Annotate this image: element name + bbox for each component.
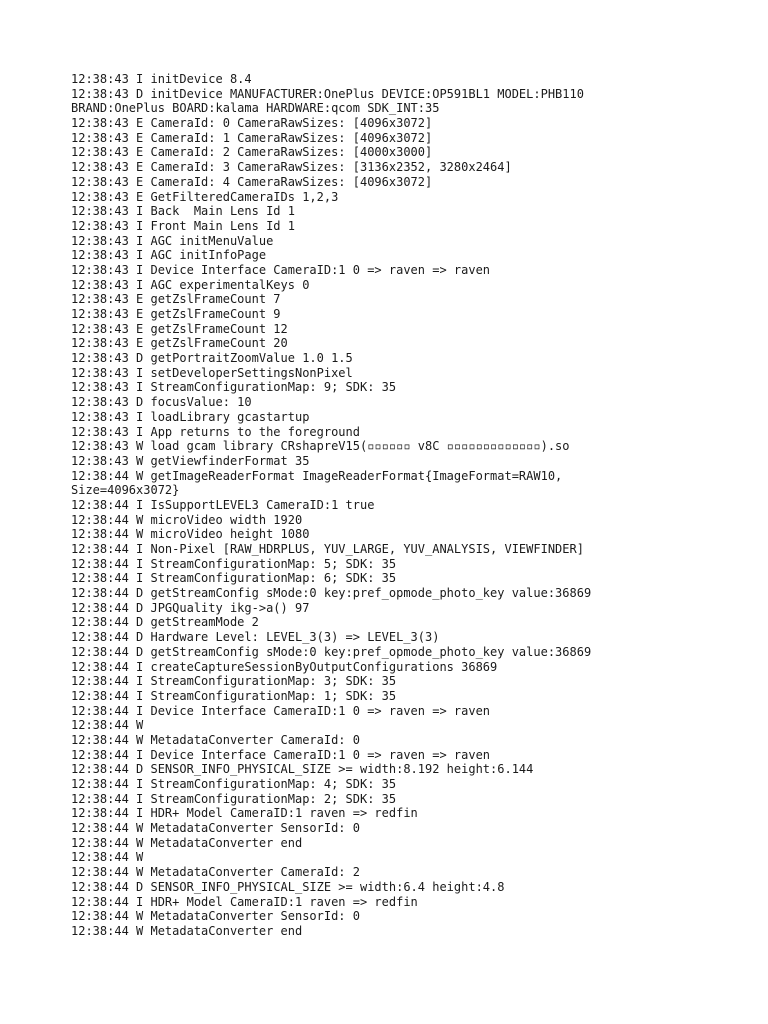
log-line: 12:38:43 D initDevice MANUFACTURER:OnePlus DEVICE:OP591BL1 MODEL:PHB110 (71, 86, 584, 101)
log-line: 12:38:43 E getZslFrameCount 7 (71, 292, 281, 307)
log-line: 12:38:44 D getStreamMode 2 (71, 615, 259, 630)
log-line: 12:38:43 E CameraId: 2 CameraRawSizes: [4000x3000] (71, 145, 433, 160)
log-line: 12:38:43 I Device Interface CameraID:1 0 => raven => raven (71, 262, 491, 277)
log-line: 12:38:44 I Device Interface CameraID:1 0 => raven => raven (71, 747, 491, 762)
log-line: 12:38:44 W (71, 718, 144, 733)
log-line: 12:38:43 I AGC initInfoPage (71, 248, 267, 263)
log-output (71, 72, 711, 939)
log-line: 12:38:44 W MetadataConverter CameraId: 0 (71, 732, 360, 747)
log-line: 12:38:44 I StreamConfigurationMap: 3; SDK: 35 (71, 674, 397, 689)
log-line: 12:38:43 I initDevice 8.4 (71, 72, 252, 86)
log-line: BRAND:OnePlus BOARD:kalama HARDWARE:qcom SDK_INT:35 (71, 101, 440, 116)
log-line: 12:38:44 I Non-Pixel [RAW_HDRPLUS, YUV_LARGE, YUV_ANALYSIS, VIEWFINDER] (71, 542, 584, 556)
log-line: 12:38:44 I StreamConfigurationMap: 2; SDK: 35 (71, 791, 397, 806)
log-line: 12:38:43 I Front Main Lens Id 1 (71, 218, 295, 233)
log-line: 12:38:43 I Back Main Lens Id 1 (71, 204, 295, 219)
log-line: 12:38:43 I AGC experimentalKeys 0 (71, 277, 310, 292)
log-line: 12:38:44 W microVideo width 1920 (71, 512, 303, 527)
log-line: 12:38:44 D SENSOR_INFO_PHYSICAL_SIZE >= width:8.192 height:6.144 (71, 762, 534, 777)
log-line: 12:38:44 W MetadataConverter SensorId: 0 (71, 821, 360, 836)
log-line: 12:38:43 E CameraId: 3 CameraRawSizes: [3136x2352, 3280x2464] (71, 160, 512, 175)
log-line: 12:38:43 I StreamConfigurationMap: 9; SDK: 35 (71, 380, 397, 395)
log-line: 12:38:44 I Device Interface CameraID:1 0 => raven => raven (71, 703, 491, 718)
log-line: 12:38:44 I StreamConfigurationMap: 5; SDK: 35 (71, 556, 397, 571)
log-line: 12:38:44 I HDR+ Model CameraID:1 raven => redfin (71, 806, 418, 821)
log-line: 12:38:44 I IsSupportLEVEL3 CameraID:1 true (71, 497, 375, 512)
log-line: 12:38:43 I AGC initMenuValue (71, 233, 274, 248)
log-line: 12:38:44 W MetadataConverter end (71, 835, 303, 850)
log-line: 12:38:43 I loadLibrary gcastartup (71, 409, 310, 424)
log-line: 12:38:44 W MetadataConverter CameraId: 2 (71, 865, 360, 880)
log-line: 12:38:43 D focusValue: 10 (71, 395, 252, 410)
log-line: 12:38:44 W MetadataConverter SensorId: 0 (71, 909, 360, 924)
log-line: 12:38:44 D getStreamConfig sMode:0 key:pref_opmode_photo_key value:36869 (71, 586, 592, 601)
log-line: 12:38:43 E getZslFrameCount 12 (71, 321, 288, 336)
log-line: Size=4096x3072} (71, 483, 180, 498)
log-line: 12:38:44 W (71, 850, 144, 865)
log-line: 12:38:44 W MetadataConverter end (71, 923, 303, 938)
log-line: 12:38:43 E CameraId: 1 CameraRawSizes: [4096x3072] (71, 130, 433, 145)
log-line: 12:38:44 I createCaptureSessionByOutputConfigurations 36869 (71, 659, 498, 674)
log-line: 12:38:44 I StreamConfigurationMap: 4; SDK: 35 (71, 777, 397, 791)
log-line: 12:38:43 E getZslFrameCount 20 (71, 336, 288, 351)
log-line: 12:38:43 I App returns to the foreground (71, 424, 360, 439)
log-line: 12:38:44 D JPGQuality ikg->a() 97 (71, 600, 310, 615)
log-line: 12:38:43 E CameraId: 0 CameraRawSizes: [4096x3072] (71, 116, 433, 131)
log-line: 12:38:43 W load gcam library CRshapreV15(▫▫▫▫▫▫ v8C ▫▫▫▫▫▫▫▫▫▫▫▫▫).so (71, 439, 570, 454)
log-line: 12:38:44 D getStreamConfig sMode:0 key:pref_opmode_photo_key value:36869 (71, 644, 592, 659)
log-line: 12:38:44 I StreamConfigurationMap: 1; SDK: 35 (71, 688, 397, 703)
log-line: 12:38:43 W getViewfinderFormat 35 (71, 453, 310, 468)
log-line: 12:38:44 W microVideo height 1080 (71, 527, 310, 542)
log-line: 12:38:44 W getImageReaderFormat ImageReaderFormat{ImageFormat=RAW10, (71, 468, 563, 483)
log-line: 12:38:43 E getZslFrameCount 9 (71, 307, 281, 321)
log-line: 12:38:43 E GetFilteredCameraIDs 1,2,3 (71, 189, 339, 204)
log-line: 12:38:44 I HDR+ Model CameraID:1 raven => redfin (71, 894, 418, 909)
log-line: 12:38:43 E CameraId: 4 CameraRawSizes: [4096x3072] (71, 174, 433, 189)
log-line: 12:38:44 D Hardware Level: LEVEL_3(3) => LEVEL_3(3) (71, 630, 440, 645)
log-line: 12:38:43 I setDeveloperSettingsNonPixel (71, 365, 353, 380)
log-line: 12:38:44 I StreamConfigurationMap: 6; SDK: 35 (71, 571, 397, 586)
log-line: 12:38:43 D getPortraitZoomValue 1.0 1.5 (71, 351, 353, 366)
log-line: 12:38:44 D SENSOR_INFO_PHYSICAL_SIZE >= width:6.4 height:4.8 (71, 879, 505, 894)
